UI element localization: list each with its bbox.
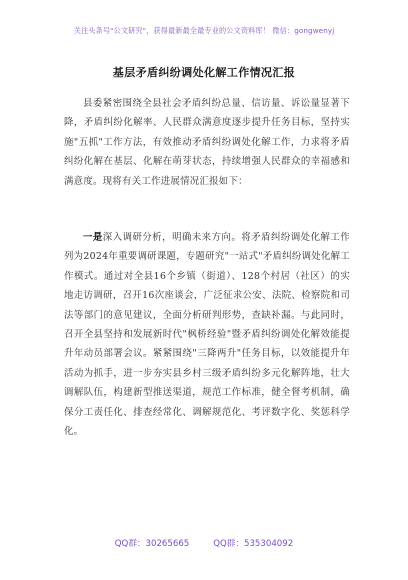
footer (0, 537, 408, 549)
document-title: 基层矛盾纠纷调处化解工作情况汇报 (112, 66, 296, 79)
paragraph-lead: 一是 (83, 232, 103, 243)
qq-group-2: QQ群：535304092 (213, 539, 294, 549)
paragraph-first-point (64, 228, 350, 441)
paragraph-body: 深入调研分析，明确未来方向。将矛盾纠纷调处化解工作列为2024年重要调研课题，专题研究"一站式"矛盾纠纷调处化解工作模式。通过对全县16个乡镇（街道）、128个村居（社区）的实地走访调研，召开16次座谈会，广泛征求公安、法院、检察院和司法等部门的意见建议，全面分析研判形势，查缺补漏。与此同时，召开全县坚持和发展新时代"枫桥经验"暨矛盾纠纷调处化解效能提升年动员部署会议。紧紧围绕"三降两升"任务目标，以效能提升年活动为抓手，进一步夯实县乡村三级矛盾纠纷多元化解阵地，壮大调解队伍，构建新型推送渠道，规范工作标准，健全督考机制，确保分工责任化、排查经常化、调解规范化、考评数字化、奖惩科学化。 (64, 232, 350, 438)
paragraph-intro: 县委紧密围绕全县社会矛盾纠纷总量、信访量、诉讼量显著下降，矛盾纠纷化解率、人民群众满意度逐步提升任务目标，坚持实施"五抓"工作方法，有效推动矛盾纠纷调处化解工作，力求将矛盾纠纷化解在基层、化解在萌芽状态，持续增强人民群众的幸福感和满意度。现将有关工作进展情况汇报如下： (64, 98, 350, 187)
header-banner: 关注头条号"公文研究"，获得最新最全最专业的公文资料库！ 微信：gongwenyj (73, 26, 335, 35)
qq-group-1: QQ群：30265665 (114, 539, 190, 549)
